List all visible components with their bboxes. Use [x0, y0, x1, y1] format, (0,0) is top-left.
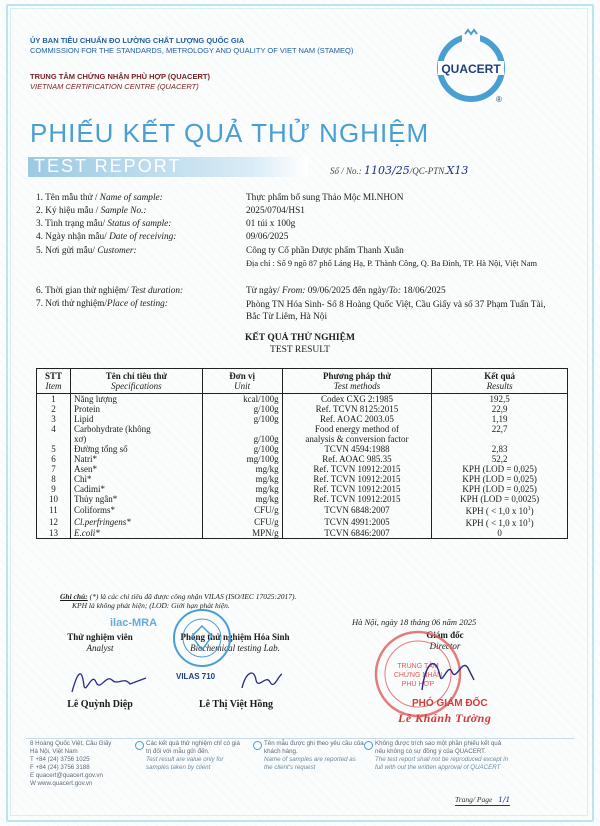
- analyst-name: Lê Quỳnh Diệp: [67, 699, 133, 710]
- org-name-en: COMMISSION FOR THE STANDARDS, METROLOGY AND QUALITY OF VIET NAM (STAMEQ): [30, 46, 354, 55]
- centre-name-en: VIETNAM CERTIFICATION CENTRE (QUACERT): [30, 82, 199, 91]
- col-header-spec: Tên chỉ tiêu thử Specifications: [70, 369, 202, 394]
- footer-divider: [26, 738, 574, 739]
- check-icon: [253, 741, 262, 750]
- ilac-mra-mark: ilac-MRA: [110, 617, 158, 629]
- field-customer-value: Công ty Cổ phần Dược phẩm Thanh Xuân: [246, 246, 404, 256]
- table-row: 4 Carbohydrate (không xơ) g/100g Food energy method of analysis & conversion factor 22,7: [37, 424, 568, 444]
- vilas-accreditation-seal-icon: [170, 606, 234, 670]
- table-row: 3 Lipid g/100g Ref. AOAC 2003.05 1,19: [37, 414, 568, 424]
- field-place-value: Phòng TN Hóa Sinh- Số 8 Hoàng Quốc Việt, Cầu Giấy và số 37 Phạm Tuấn Tài, Bắc Từ Liêm, Hà Nội: [246, 300, 546, 322]
- table-row: 2 Protein g/100g Ref. TCVN 8125:2015 22,9: [37, 404, 568, 414]
- svg-text:CHỨNG NHẬN: CHỨNG NHẬN: [393, 672, 443, 679]
- field-sample-name-label: 1. Tên mẫu thử / Name of sample:: [36, 193, 163, 203]
- report-number-value: 1103/25: [364, 164, 410, 177]
- director-name: Lê Khánh Tường: [398, 711, 492, 725]
- certification-centre: [30, 72, 210, 92]
- vilas-number: VILAS 710: [176, 672, 216, 681]
- table-row: 7 Asen* mg/kg Ref. TCVN 10912:2015 KPH (LOD = 0,025): [37, 464, 568, 474]
- quacert-logo-icon: [432, 28, 510, 106]
- place-and-date: Hà Nội, ngày 18 tháng 06 năm 2025: [352, 617, 477, 627]
- field-status-value: 01 túi x 100g: [246, 219, 296, 229]
- director-signature: [412, 650, 482, 698]
- footer-note-1: Các kết quả thử nghiệm chỉ có giá trị đối với mẫu gửi đến. Test result are value only for samples taken by client: [146, 740, 240, 771]
- table-header-row: [37, 369, 568, 394]
- table-row: 10 Thủy ngân* mg/kg Ref. TCVN 10912:2015 KPH (LOD = 0,0025): [37, 494, 568, 504]
- report-number-suffix: /QC-PTN.: [409, 166, 447, 176]
- table-row: 8 Chì* mg/kg Ref. TCVN 10912:2015 KPH (LOD = 0,025): [37, 474, 568, 484]
- report-number: [330, 164, 468, 177]
- field-sample-name-value: Thực phẩm bổ sung Thảo Mộc MI.NHON: [246, 193, 404, 203]
- table-row: 12 Cl.perfringens* CFU/g TCVN 4991:2005 KPH ( < 1,0 x $10^1$): [37, 516, 568, 528]
- logo-registered-mark: ®: [496, 95, 502, 104]
- footer-contact: 8 Hoàng Quốc Việt, Cầu Giấy Hà Nội, Việt Nam T +84 (24) 3756 1025 F +84 (24) 3756 3188 E quacert@quacert.gov.vn W www.quacert.gov.vn: [30, 740, 112, 787]
- field-date-received-value: 09/06/2025: [246, 232, 289, 242]
- svg-text:PHÙ HỢP: PHÙ HỢP: [401, 681, 435, 688]
- check-icon: [364, 741, 373, 750]
- lab-head-signature: [236, 664, 286, 696]
- field-customer-address: Địa chỉ : Số 9 ngõ 87 phố Láng Hạ, P. Thành Công, Q. Ba Đình, TP. Hà Nội, Việt Nam: [246, 259, 537, 268]
- notes-label: Ghi chú:: [60, 592, 88, 601]
- table-row: 1 Năng lượng kcal/100g Codex CXG 2:1985 192,5: [37, 394, 568, 405]
- vice-director-stamp: PHÓ GIÁM ĐỐC: [412, 698, 488, 709]
- footer-note-2: Tên mẫu được ghi theo yêu cầu của khách hàng. Name of samples are reported as the client's request: [264, 740, 364, 771]
- lab-head-name: Lê Thị Việt Hồng: [199, 699, 273, 710]
- table-row: 6 Natri* mg/100g Ref. AOAC 985.35 52,2: [37, 454, 568, 464]
- field-place-label: 7. Nơi thử nghiệm/Place of testing:: [36, 299, 168, 309]
- centre-name-vn: TRUNG TÂM CHỨNG NHẬN PHÙ HỢP (QUACERT): [30, 72, 210, 81]
- svg-text:TRUNG TÂM: TRUNG TÂM: [397, 663, 439, 670]
- field-customer-label: 5. Nơi gửi mẫu/ Customer:: [36, 246, 137, 256]
- logo-text: QUACERT: [441, 62, 501, 76]
- report-title-en: TEST REPORT: [34, 156, 182, 176]
- result-heading-vn: KẾT QUẢ THỬ NGHIỆM: [245, 333, 355, 343]
- table-row: 9 Cadimi* mg/kg Ref. TCVN 10912:2015 KPH (LOD = 0,025): [37, 484, 568, 494]
- field-date-received-label: 4. Ngày nhận mẫu/ Date of receiving:: [36, 232, 177, 242]
- field-sample-no-label: 2. Ký hiệu mẫu / Sample No.:: [36, 206, 147, 216]
- org-name-vn: ỦY BAN TIÊU CHUẨN ĐO LƯỜNG CHẤT LƯỢNG QUỐC GIA: [30, 36, 245, 45]
- result-heading-en: TEST RESULT: [270, 345, 330, 355]
- notes-line-1: (*) là các chỉ tiêu đã được công nhận VILAS (ISO/IEC 17025:2017).: [87, 592, 297, 601]
- table-row: 5 Đường tổng số g/100g TCVN 4594:1988 2,83: [37, 444, 568, 454]
- director-signature-block: Giám đốc Director: [426, 630, 464, 651]
- field-test-duration-value: Từ ngày/ From: 09/06/2025 đến ngày/To: 18/06/2025: [246, 286, 446, 296]
- field-test-duration-label: 6. Thời gian thử nghiệm/ Test duration:: [36, 286, 184, 296]
- analyst-signature-block: Thử nghiệm viên Analyst: [67, 632, 133, 653]
- table-row: 13 E.coli* MPN/g TCVN 6846:2007 0: [37, 528, 568, 539]
- report-number-label: Số / No.:: [330, 166, 362, 176]
- col-header-result: Kết quả Results: [432, 369, 568, 394]
- lab-signature-block: Phòng thử nghiệm Hóa Sinh Biochemical testing Lab.: [180, 632, 290, 653]
- col-header-item: STT Item: [37, 369, 71, 394]
- table-row: 11 Coliforms* CFU/g TCVN 6848:2007 KPH ( < 1,0 x $10^1$): [37, 504, 568, 516]
- issuing-organization: [30, 36, 353, 56]
- field-sample-no-value: 2025/0704/HS1: [246, 206, 305, 216]
- check-icon: [135, 741, 144, 750]
- page-number: Trang/ Page 1/1: [455, 795, 511, 804]
- col-header-unit: Đơn vị Unit: [202, 369, 282, 394]
- col-header-method: Phương pháp thử Test methods: [282, 369, 432, 394]
- results-table: [36, 368, 568, 539]
- field-status-label: 3. Tình trạng mẫu/ Status of sample:: [36, 219, 172, 229]
- analyst-signature: [66, 664, 156, 698]
- report-number-hand: X13: [446, 164, 469, 177]
- report-title-vn: PHIẾU KẾT QUẢ THỬ NGHIỆM: [30, 118, 430, 148]
- notes-line-2: KPH là không phát hiện; (LOD: Giới hạn phát hiện.: [72, 601, 230, 610]
- footer-note-3: Không được trích sao một phần phiếu kết quả nếu không có sự đồng ý của QUACERT. The test report shall not be reproduced except in full with out the written approval of QUACERT: [375, 740, 509, 771]
